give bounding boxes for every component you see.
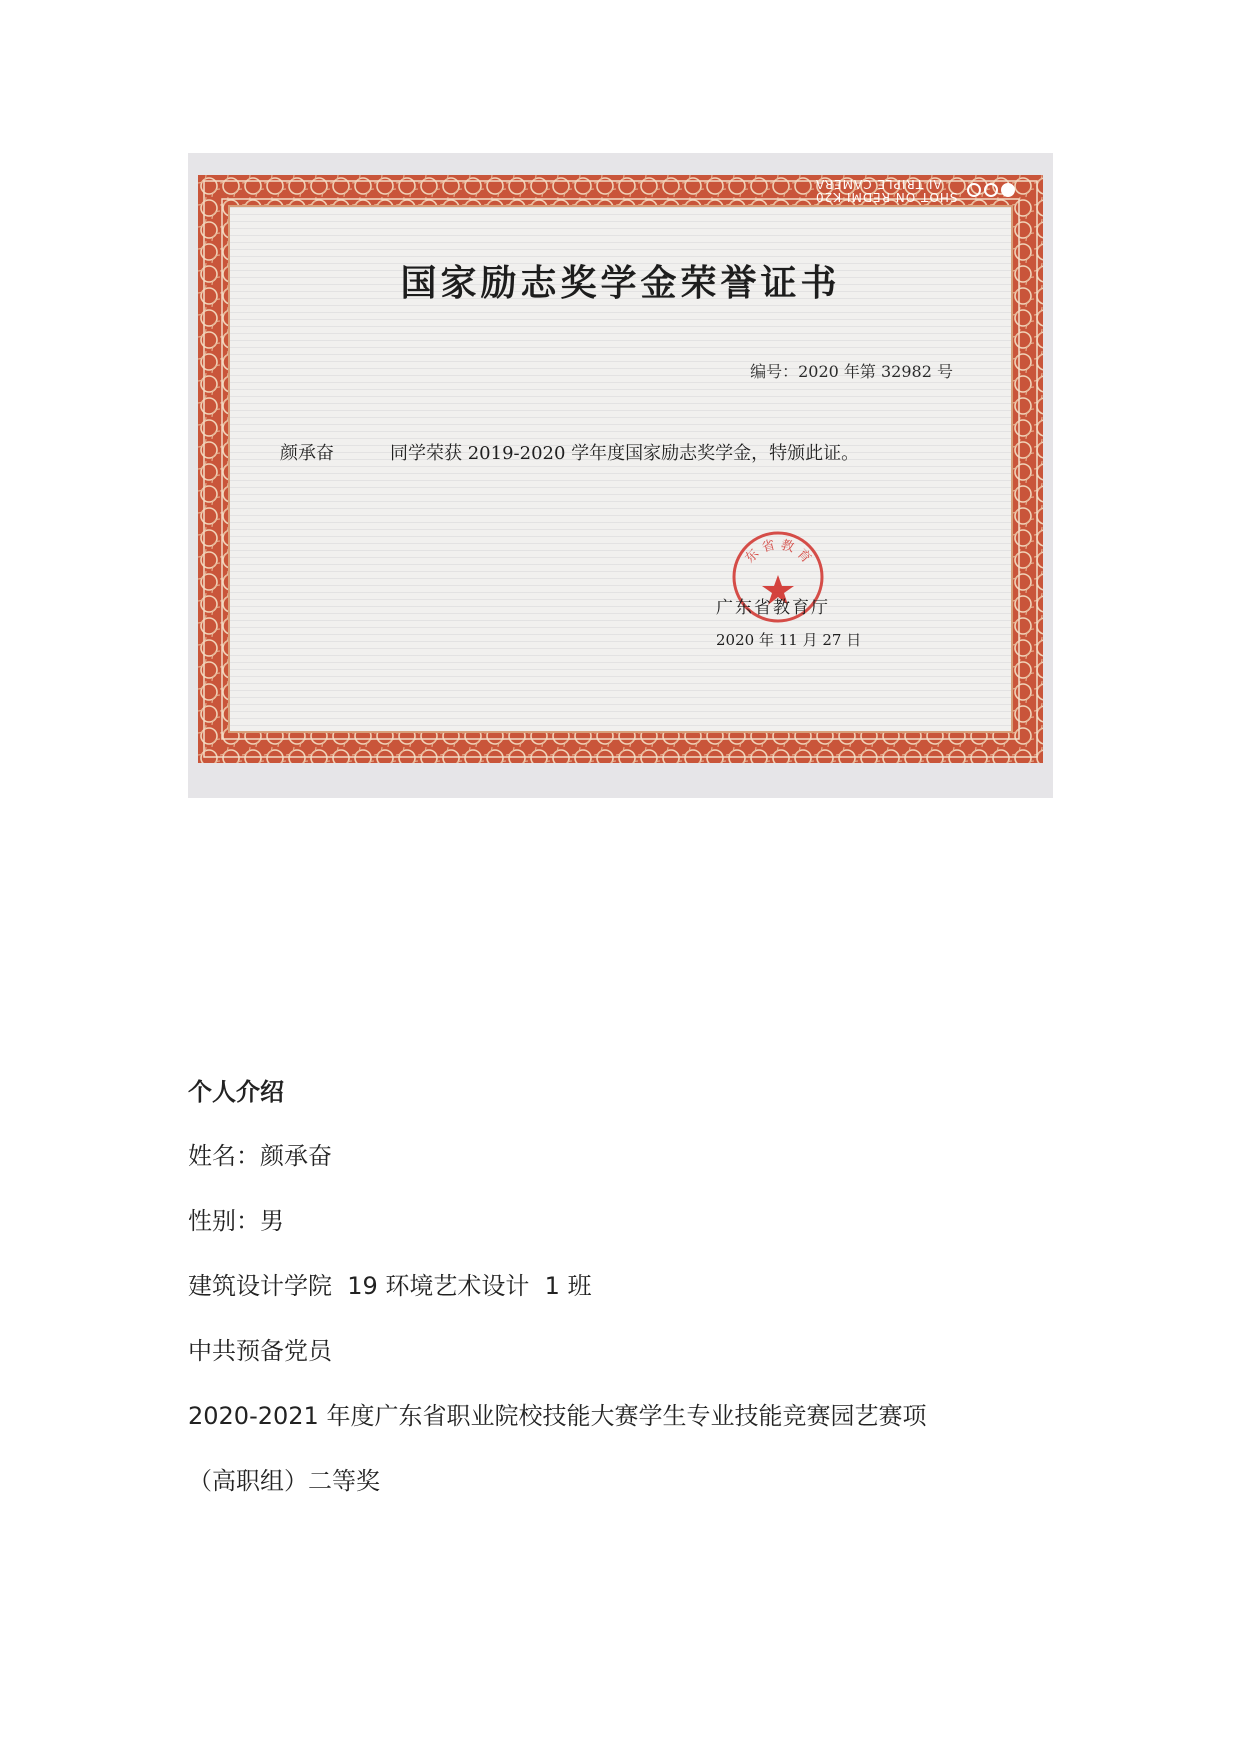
watermark-line-2: AI TRIPLE CAMERA bbox=[814, 177, 942, 191]
watermark-ring-icon bbox=[984, 183, 998, 197]
certificate-recipient: 颜承奋 bbox=[280, 443, 334, 464]
certificate-date: 2020 年 11 月 27 日 bbox=[716, 631, 862, 649]
certificate bbox=[198, 175, 1043, 763]
camera-watermark-dots bbox=[967, 183, 1015, 197]
intro-award: 2020-2021 年度广东省职业院校技能大赛学生专业技能竞赛园艺赛项 bbox=[188, 1402, 927, 1430]
certificate-title: 国家励志奖学金荣誉证书 bbox=[400, 263, 841, 304]
camera-watermark bbox=[815, 177, 957, 203]
certificate-number: 编号：2020 年第 32982 号 bbox=[750, 362, 953, 381]
certificate-award-text: 同学荣获 2019-2020 学年度国家励志奖学金，特颁此证。 bbox=[390, 443, 860, 464]
personal-intro-section bbox=[188, 1075, 1088, 1529]
certificate-issuer: 广东省教育厅 bbox=[716, 598, 830, 618]
watermark-line-1: SHOT ON REDMI K20 bbox=[814, 190, 957, 204]
intro-name: 姓名：颜承奋 bbox=[188, 1142, 332, 1170]
intro-gender: 性别：男 bbox=[188, 1207, 284, 1235]
watermark-ring-icon bbox=[967, 183, 981, 197]
intro-political-status: 中共预备党员 bbox=[188, 1337, 332, 1365]
intro-class: 建筑设计学院 19 环境艺术设计 1 班 bbox=[188, 1272, 592, 1300]
intro-heading: 个人介绍 bbox=[188, 1078, 284, 1106]
watermark-dot-icon bbox=[1001, 183, 1015, 197]
intro-award-level: （高职组）二等奖 bbox=[188, 1467, 380, 1495]
svg-text:东 省 教 育: 东 省 教 育 bbox=[742, 537, 814, 567]
certificate-photo bbox=[188, 153, 1053, 798]
certificate-body bbox=[280, 439, 983, 465]
